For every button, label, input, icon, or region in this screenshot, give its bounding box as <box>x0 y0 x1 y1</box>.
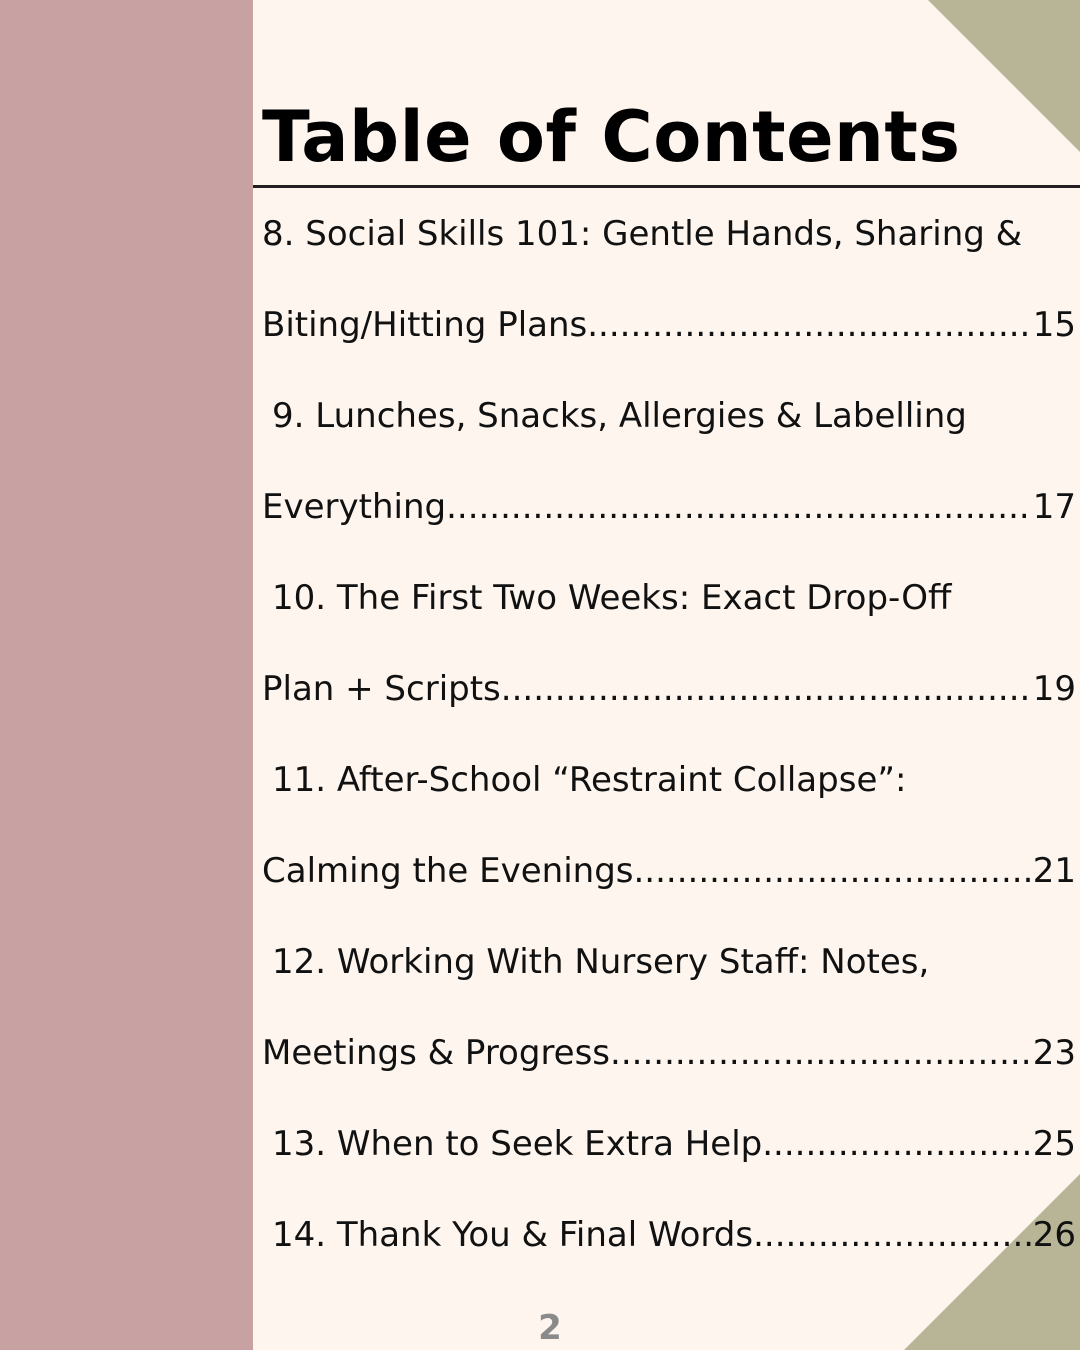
toc-dot-leader <box>634 841 1033 901</box>
toc-entry-9-title-continued: Everything <box>262 487 447 527</box>
toc-entry-12-title-line <box>272 932 1076 992</box>
toc-entry-11-title: 11. After-School “Restraint Collapse”: <box>272 760 907 800</box>
toc-entry-8-title-line <box>262 204 1076 264</box>
toc-entry-12-title-continued: Meetings & Progress <box>262 1033 611 1073</box>
toc-entry-10-page-line <box>262 659 1076 719</box>
toc-entry-13-page-number: 25 <box>1032 1124 1076 1164</box>
toc-entry-11-page-number: 21 <box>1032 851 1076 891</box>
toc-entry-13-line <box>272 1114 1076 1174</box>
toc-dot-leader <box>610 1023 1033 1083</box>
toc-entry-9-title: 9. Lunches, Snacks, Allergies & Labelling <box>272 396 967 436</box>
toc-entry-10-title-line <box>272 568 1076 628</box>
toc-dot-leader <box>501 659 1033 719</box>
toc-entry-9-title-line <box>272 386 1076 446</box>
toc-entry-14-title: 14. Thank You & Final Words <box>272 1215 754 1255</box>
toc-entry-8-title: 8. Social Skills 101: Gentle Hands, Sharing & <box>262 214 1023 254</box>
toc-dot-leader <box>446 477 1033 537</box>
toc-dot-leader <box>762 1114 1032 1174</box>
toc-entry-10-title: 10. The First Two Weeks: Exact Drop-Off <box>272 578 952 618</box>
toc-entry-10-title-continued: Plan + Scripts <box>262 669 501 709</box>
toc-dot-leader <box>753 1205 1033 1265</box>
toc-entry-11-title-line <box>272 750 1076 810</box>
page-number: 2 <box>538 1308 562 1348</box>
toc-entry-8-page-line <box>262 295 1076 355</box>
toc-entry-10-page-number: 19 <box>1032 669 1076 709</box>
toc-entry-11-page-line <box>262 841 1076 901</box>
title-underline-rule <box>253 185 1080 188</box>
toc-entry-8-title-continued: Biting/Hitting Plans <box>262 305 588 345</box>
toc-entry-14-page-number: 26 <box>1032 1215 1076 1255</box>
toc-entry-9-page-line <box>262 477 1076 537</box>
left-sidebar-panel <box>0 0 253 1350</box>
toc-entry-9-page-number: 17 <box>1032 487 1076 527</box>
toc-entry-8-page-number: 15 <box>1032 305 1076 345</box>
toc-entry-11-title-continued: Calming the Evenings <box>262 851 634 891</box>
toc-entry-14-line <box>272 1205 1076 1265</box>
toc-entry-13-title: 13. When to Seek Extra Help <box>272 1124 763 1164</box>
toc-dot-leader <box>587 295 1032 355</box>
toc-entry-12-page-number: 23 <box>1032 1033 1076 1073</box>
toc-entry-12-title: 12. Working With Nursery Staff: Notes, <box>272 942 930 982</box>
page-title: Table of Contents <box>262 96 961 178</box>
toc-entry-12-page-line <box>262 1023 1076 1083</box>
